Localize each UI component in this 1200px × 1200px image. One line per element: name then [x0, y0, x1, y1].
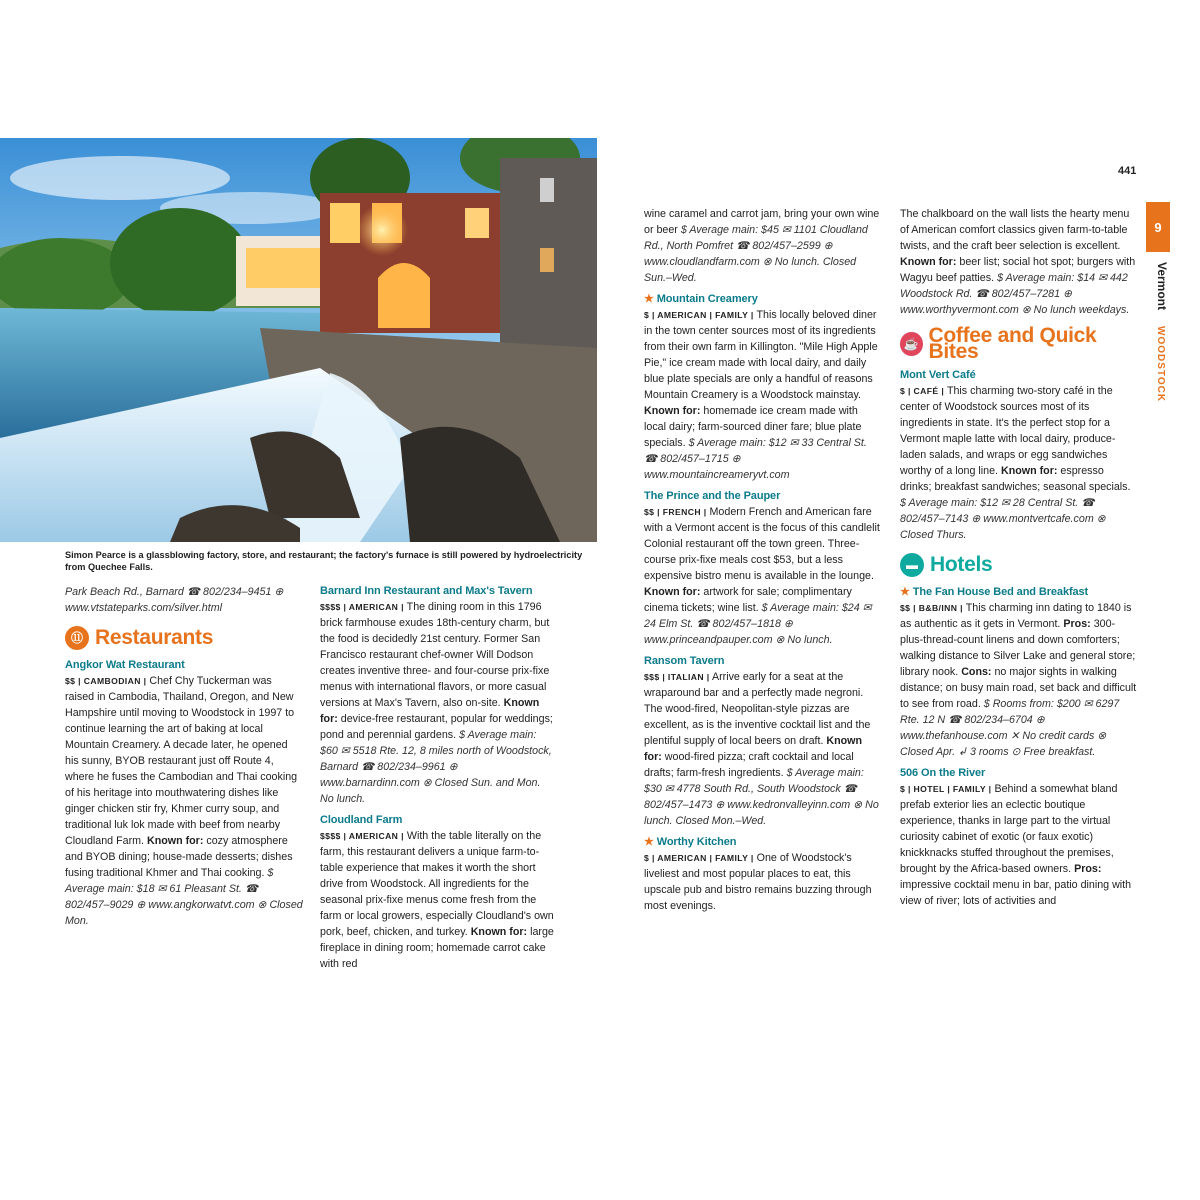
running-header	[1146, 262, 1170, 402]
listing-info: $ Average main: $24 ✉ 24 Elm St. ☎ 802/457–1818 ⊕ www.princeandpauper.com ⊗ No lunch.	[644, 602, 872, 646]
listing-name: The Prince and the Pauper	[644, 490, 781, 502]
listing-barnard-inn	[320, 584, 556, 807]
listing-name: ★ Worthy Kitchen	[644, 836, 737, 848]
listing-name: Angkor Wat Restaurant	[65, 659, 185, 671]
listing-name: Ransom Tavern	[644, 655, 725, 667]
listing-tags: $$$ | ITALIAN |	[644, 672, 710, 682]
listing-info: $ Average main: $14 ✉ 442 Woodstock Rd. ☎ 802/457–7281 ⊕ www.worthyvermont.com ⊗ No lunch weekdays.	[900, 272, 1130, 316]
known-for-label: Known for:	[1001, 465, 1058, 477]
star-icon: ★	[644, 836, 654, 848]
restaurants-heading	[65, 626, 303, 650]
listing-cloudland-farm	[320, 813, 556, 972]
known-for-label: Known for:	[644, 405, 701, 417]
listing-tags: $$ | CAMBODIAN |	[65, 676, 147, 686]
listing-desc: The dining room in this 1796 brick farmhouse exudes 18th-century charm, but the food is decidedly 21st century. Former San Francisco restaurant chef-owner Will Dodson creates inventive three- and four-course prix-fixe menus with international flavors, or more casual versions at Max's Tavern, also on-site.	[320, 601, 550, 709]
known-for-text: large fireplace in dining room; homemade carrot cake with red	[320, 926, 554, 970]
intro-address: Park Beach Rd., Barnard ☎ 802/234–9451 ⊕ www.vtstateparks.com/silver.html	[65, 586, 284, 614]
listing-tags: $ | AMERICAN | FAMILY |	[644, 310, 754, 320]
listing-506-river	[900, 766, 1138, 909]
listing-desc: With the table literally on the farm, this restaurant delivers a unique farm-to-table experience that makes it worth the short drive from Woodstock. All ingredients for the seasonal prix-fixe menus come fresh from the farm or local growers, especially Cloudland's own pork, beef, chicken, and turkey.	[320, 830, 554, 938]
known-for-text: homemade ice cream made with local dairy; farm-sourced diner fare; blue plate specials.	[644, 405, 862, 449]
hotel-bed-icon: ▬	[900, 553, 924, 577]
listing-info: $ Average main: $45 ✉ 1101 Cloudland Rd., North Pomfret ☎ 802/457–2599 ⊕ www.cloudlandfarm.com ⊗ No lunch. Closed Sun.–Wed.	[644, 224, 868, 284]
known-for-label: Known for:	[644, 586, 701, 598]
listing-mont-vert	[900, 368, 1138, 543]
listing-tags: $$$$ | AMERICAN |	[320, 602, 404, 612]
hotels-title: Hotels	[930, 553, 993, 576]
worthy-continued	[900, 206, 1138, 318]
listing-tags: $$$$ | AMERICAN |	[320, 831, 404, 841]
state-name: Vermont	[1155, 262, 1169, 311]
known-for-text: beer list; social hot spot; burgers with Wagyu beef patties.	[900, 256, 1136, 284]
listing-info: $ Average main: $30 ✉ 4778 South Rd., South Woodstock ☎ 802/457–1473 ⊕ www.kedronvalleyinn.com ⊗ No lunch. Closed Mon.–Wed.	[644, 767, 879, 827]
known-for-label: Known for:	[644, 735, 863, 763]
listing-ransom-tavern	[644, 654, 880, 829]
listing-info: $ Average main: $18 ✉ 61 Pleasant St. ☎ 802/457–9029 ⊕ www.angkorwatvt.com ⊗ Closed Mon.	[65, 867, 303, 927]
listing-name: 506 On the River	[900, 767, 986, 779]
known-for-label: Known for:	[320, 697, 540, 725]
listing-name: Barnard Inn Restaurant and Max's Tavern	[320, 585, 533, 597]
coffee-title: Coffee and Quick Bites	[928, 324, 1097, 363]
listing-name: Cloudland Farm	[320, 814, 403, 826]
listing-tags: $$ | FRENCH |	[644, 507, 707, 517]
waterfall-mill-image	[0, 138, 597, 542]
continued-text: wine caramel and carrot jam, bring your own wine or beer	[644, 208, 880, 236]
listing-desc: This charming inn dating to 1840 is as authentic as it gets in Vermont.	[900, 602, 1132, 630]
pros-text: impressive cocktail menu in bar, patio dining with view of river; lots of activities and	[900, 879, 1132, 907]
listing-desc: Behind a somewhat bland prefab exterior lies an eclectic boutique experience, thanks in large part to the virtual curiosity cabinet of exotic (or faux exotic) knickknacks stuffed throughout the premises, brought by the Africa-based owners.	[900, 783, 1118, 875]
restaurants-title: Restaurants	[95, 626, 214, 649]
column-3	[644, 206, 880, 920]
listing-worthy-kitchen	[644, 835, 880, 914]
listing-desc: Modern French and American fare with a Vermont accent is the focus of this candlelit Colonial restaurant off the town green. Three-course prix-fixe meals cost $53, but a less expensive bistro menu is available in the lounge.	[644, 506, 880, 582]
coffee-cup-icon: ☕	[900, 332, 923, 356]
listing-info: $ Rooms from: $200 ✉ 6297 Rte. 12 N ☎ 802/234–6704 ⊕ www.thefanhouse.com ✕ No credit cards ⊗ Closed Apr. ↲ 3 rooms ⊙ Free breakfast.	[900, 698, 1120, 758]
cons-text: no major sights in walking distance; on busy main road, set back and difficult to see from road.	[900, 666, 1137, 710]
listing-mountain-creamery	[644, 292, 880, 483]
listing-name: ★ The Fan House Bed and Breakfast	[900, 586, 1089, 598]
hotels-heading	[900, 553, 1138, 577]
pros-text: 300-plus-thread-count linens and down comforters; walking distance to Silver Lake and general store; library nook.	[900, 618, 1136, 678]
listing-desc: Arrive early for a seat at the wraparound bar and a perfectly made negroni. The wood-fired, Neopolitan-style pizzas are excellent, as is the inventive cocktail list and the plentiful supply of local beers on draft.	[644, 671, 871, 747]
running-header-text	[1146, 262, 1170, 402]
listing-desc: This locally beloved diner in the town center sources most of its ingredients from their own farm in Killington. "Mile High Apple Pie," ice cream made with local dairy, and daily blue plate specials are only a handful of reasons Mountain Creamery is a Woodstock mainstay.	[644, 309, 878, 401]
known-for-text: espresso drinks; breakfast sandwiches; seasonal specials.	[900, 465, 1131, 493]
photo-caption: Simon Pearce is a glassblowing factory, store, and restaurant; the factory's furnace is still powered by hydroelectricity from Quechee Falls.	[65, 550, 583, 572]
cloudland-continued	[644, 206, 880, 286]
known-for-text: artwork for sale; complimentary cinema tickets; wine list.	[644, 586, 852, 614]
listing-info: $ Average main: $12 ✉ 33 Central St. ☎ 802/457–1715 ⊕ www.mountaincreameryvt.com	[644, 437, 867, 481]
listing-name: Mont Vert Café	[900, 369, 976, 381]
listing-tags: $ | AMERICAN | FAMILY |	[644, 853, 754, 863]
listing-tags: $$ | B&B/INN |	[900, 603, 963, 613]
listing-tags: $ | CAFÉ |	[900, 386, 945, 396]
column-2	[320, 584, 556, 978]
listing-fan-house	[900, 585, 1138, 760]
coffee-heading	[900, 324, 1138, 363]
listing-desc: This charming two-story café in the center of Woodstock sources most of its ingredients in state. It's the perfect stop for a Vermont maple latte with local dairy, produce-laden salads, and wraps or egg sandwiches worthy of a long line.	[900, 385, 1116, 477]
pros-label: Pros:	[1074, 863, 1102, 875]
listing-desc: One of Woodstock's liveliest and most popular places to eat, this upscale pub and bistro remains buzzing through most evenings.	[644, 852, 872, 912]
chapter-tab: 9	[1146, 202, 1170, 252]
listing-info: $ Average main: $12 ✉ 28 Central St. ☎ 802/457–7143 ⊕ www.montvertcafe.com ⊗ Closed Thurs.	[900, 497, 1106, 541]
listing-desc: Chef Chy Tuckerman was raised in Cambodia, Thailand, Oregon, and New Hampshire until moving to Woodstock in 1997 to continue learning the art of baking at local Mountain Creamery. A decade later, he opened his sunny, BYOB restaurant just off Route 4, where he fuses the Cambodian and Thai cooking of his heritage into mouthwatering dishes like ginger chicken stir fry, Khmer curry soup, and traditional luk lok made with beef from nearby Cloudland Farm.	[65, 675, 298, 847]
listing-tags: $ | HOTEL | FAMILY |	[900, 784, 992, 794]
page-number: 441	[1118, 165, 1137, 177]
known-for-label: Known for:	[900, 256, 957, 268]
restaurant-icon: ⑪	[65, 626, 89, 650]
star-icon: ★	[900, 586, 910, 598]
pros-label: Pros:	[1063, 618, 1091, 630]
listing-info: $ Average main: $60 ✉ 5518 Rte. 12, 8 miles north of Woodstock, Barnard ☎ 802/234–9961 ⊕ www.barnardinn.com ⊗ Closed Sun. and Mon. No lunch.	[320, 729, 552, 805]
star-icon: ★	[644, 293, 654, 305]
known-for-text: device-free restaurant, popular for weddings; pond and perennial gardens.	[320, 713, 553, 741]
column-4	[900, 206, 1138, 915]
listing-angkor-wat	[65, 658, 303, 929]
known-for-label: Known for:	[470, 926, 528, 938]
simon-pearce-photo	[0, 138, 597, 542]
listing-prince-pauper	[644, 489, 880, 648]
cons-label: Cons:	[961, 666, 992, 678]
region-name: WOODSTOCK	[1155, 326, 1166, 403]
known-for-text: cozy atmosphere and BYOB dining; house-made desserts; dishes fusing traditional Khmer and Thai cooking.	[65, 835, 293, 879]
column-1	[65, 584, 303, 935]
continued-text: The chalkboard on the wall lists the hearty menu of American comfort classics given farm-to-table twists, and the craft beer selection is excellent.	[900, 208, 1130, 252]
known-for-label: Known for:	[147, 835, 204, 847]
known-for-text: wood-fired pizza; craft cocktail and local drafts; farm-fresh ingredients.	[644, 751, 854, 779]
listing-name: ★ Mountain Creamery	[644, 293, 758, 305]
